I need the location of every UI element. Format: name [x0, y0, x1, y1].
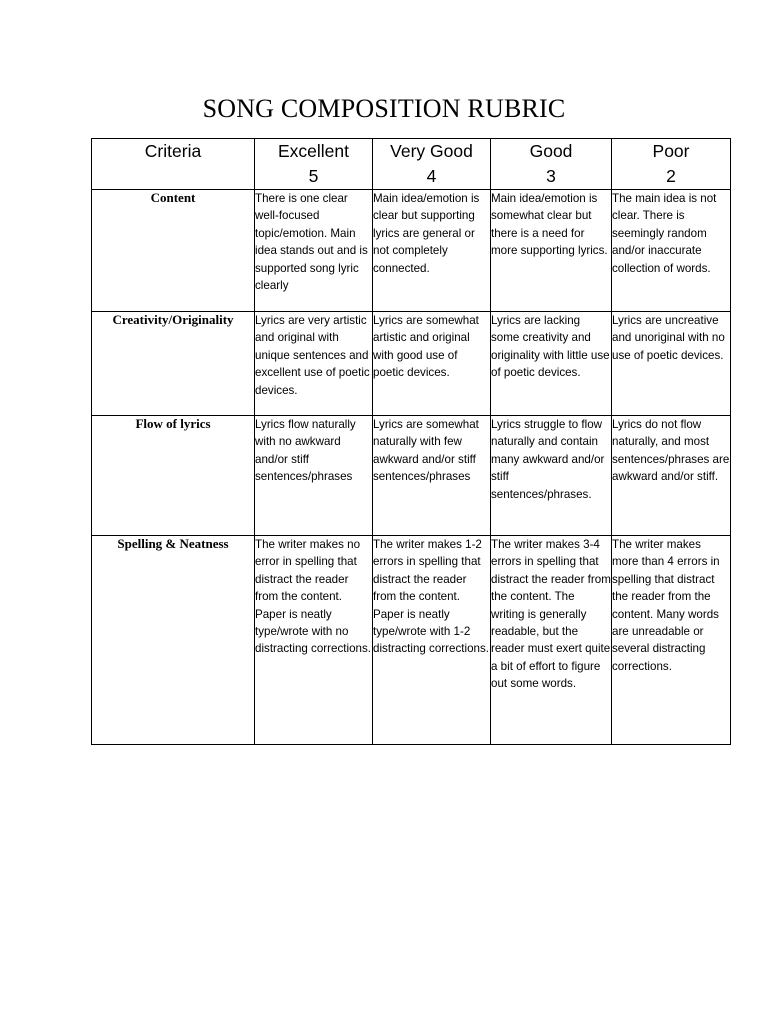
table-row-flow	[92, 416, 731, 536]
level-score: 5	[308, 166, 319, 186]
table-row-spelling	[92, 536, 731, 745]
table-row-content	[92, 190, 731, 312]
rubric-cell: Lyrics are very artistic and original with unique sentences and excellent use of poetic devices.	[255, 312, 373, 416]
level-score: 3	[546, 166, 556, 186]
rubric-cell: There is one clear well-focused topic/emotion. Main idea stands out and is supported song lyric clearly	[255, 190, 373, 312]
page-title: SONG COMPOSITION RUBRIC	[202, 94, 566, 123]
criteria-header	[92, 139, 255, 190]
rubric-cell: Lyrics are lacking some creativity and originality with little use of poetic devices.	[491, 312, 612, 416]
table-header-row	[92, 139, 731, 190]
rubric-cell: The writer makes more than 4 errors in spelling that distract the reader from the content. Many words are unreadable or several distracting corrections.	[612, 536, 731, 745]
table-row-creativity	[92, 312, 731, 416]
level-label: Very Good	[390, 141, 473, 161]
rubric-cell: The writer makes 3-4 errors in spelling that distract the reader from the content. The writing is generally readable, but the reader must exert quite a bit of effort to figure out some words.	[491, 536, 612, 745]
rubric-cell: Lyrics are somewhat artistic and original with good use of poetic devices.	[373, 312, 491, 416]
rubric-cell: Main idea/emotion is somewhat clear but there is a need for more supporting lyrics.	[491, 190, 612, 312]
level-label: Good	[529, 141, 573, 161]
rubric-cell: Main idea/emotion is clear but supporting lyrics are general or not completely connected.	[373, 190, 491, 312]
rubric-cell: Lyrics are somewhat naturally with few awkward and/or stiff sentences/phrases	[373, 416, 491, 536]
level-score: 4	[426, 166, 437, 186]
rubric-cell: Lyrics struggle to flow naturally and contain many awkward and/or stiff sentences/phrases.	[491, 416, 612, 536]
criterion-label: Creativity/Originality	[92, 312, 255, 416]
criterion-label: Flow of lyrics	[92, 416, 255, 536]
criterion-label: Content	[92, 190, 255, 312]
rubric-cell: The writer makes 1-2 errors in spelling that distract the reader from the content. Paper is neatly type/wrote with 1-2 distracting corrections.	[373, 536, 491, 745]
criteria-header-label: Criteria	[144, 141, 202, 161]
level-header-good	[491, 139, 612, 190]
level-header-very-good	[373, 139, 491, 190]
level-header-excellent	[255, 139, 373, 190]
level-label: Poor	[652, 141, 690, 161]
level-score: 2	[666, 166, 676, 186]
rubric-cell: The main idea is not clear. There is seemingly random and/or inaccurate collection of words.	[612, 190, 731, 312]
rubric-cell: Lyrics do not flow naturally, and most sentences/phrases are awkward and/or stiff.	[612, 416, 731, 536]
level-header-poor	[612, 139, 731, 190]
criterion-label: Spelling & Neatness	[92, 536, 255, 745]
rubric-cell: The writer makes no error in spelling that distract the reader from the content. Paper is neatly type/wrote with no distracting corrections.	[255, 536, 373, 745]
level-label: Excellent	[277, 141, 349, 161]
rubric-table	[91, 138, 731, 745]
rubric-cell: Lyrics flow naturally with no awkward and/or stiff sentences/phrases	[255, 416, 373, 536]
rubric-cell: Lyrics are uncreative and unoriginal with no use of poetic devices.	[612, 312, 731, 416]
